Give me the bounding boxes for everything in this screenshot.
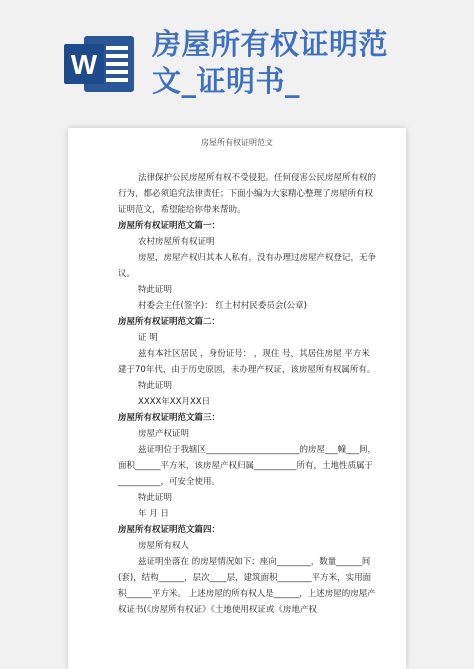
paragraph: 房屋产权证明: [138, 429, 190, 439]
paragraph: 年 月 日: [138, 509, 169, 519]
paragraph: 兹证明坐落在 的房屋情况如下：座向________，数量______间(套)，结构______，层次____层，建筑面积________平方米，实用面积______平方米。 上述房屋的所有权人是______，上述房屋的房屋产权证书(《房屋所有权证》《土地使用权证或《房地产权: [118, 557, 376, 615]
paragraph: 房屋，房屋产权归其本人私有，没有办理过房屋产权登记，无争议。: [118, 253, 377, 279]
title-line-1: 房屋所有权证明范: [152, 27, 389, 61]
svg-text:W: W: [70, 49, 98, 80]
paragraph: 证 明: [138, 333, 158, 343]
section-heading: 房屋所有权证明范文篇二：: [118, 317, 221, 327]
document-header: 房屋所有权证明范文: [201, 138, 273, 147]
paragraph: XXXX年XX月XX日: [138, 397, 211, 407]
word-icon: [62, 32, 138, 96]
paragraph: 特此证明: [138, 381, 173, 391]
section-heading: 房屋所有权证明范文篇四：: [118, 525, 221, 535]
paragraph: 村委会主任(签字)： 红土村村民委员会(公章): [138, 301, 307, 311]
paragraph: 特此证明: [138, 285, 173, 295]
document-body: [118, 170, 376, 618]
title-line-2: 文_证明书_: [152, 64, 301, 98]
paragraph: 法律保护公民房屋所有权不受侵犯。任何侵害公民房屋所有权的行为，都必须追究法律责任；下面小编为大家精心整理了房屋所有权证明范文，希望能给你带来帮助。: [118, 173, 377, 215]
document-page: [68, 128, 406, 669]
section-heading: 房屋所有权证明范文篇三：: [118, 413, 221, 423]
paragraph: 兹证明位于我辖区______________________的房屋___幢___间，面积______平方米，该房屋产权归属__________所有，土地性质属于__________，可安全使用。: [118, 445, 377, 487]
paragraph: 农村房屋所有权证明: [138, 237, 215, 247]
banner: [0, 0, 474, 128]
page-title: [152, 26, 472, 100]
section-heading: 房屋所有权证明范文篇一：: [118, 221, 221, 231]
paragraph: 兹有本社区居民 ，身份证号： ，现住 号，其居住房屋 平方米建于70年代，由于历史原因，未办理产权证，该房屋所有权属所有。: [118, 349, 376, 375]
paragraph: 特此证明: [138, 493, 173, 503]
paragraph: 房屋所有权人: [138, 541, 190, 551]
